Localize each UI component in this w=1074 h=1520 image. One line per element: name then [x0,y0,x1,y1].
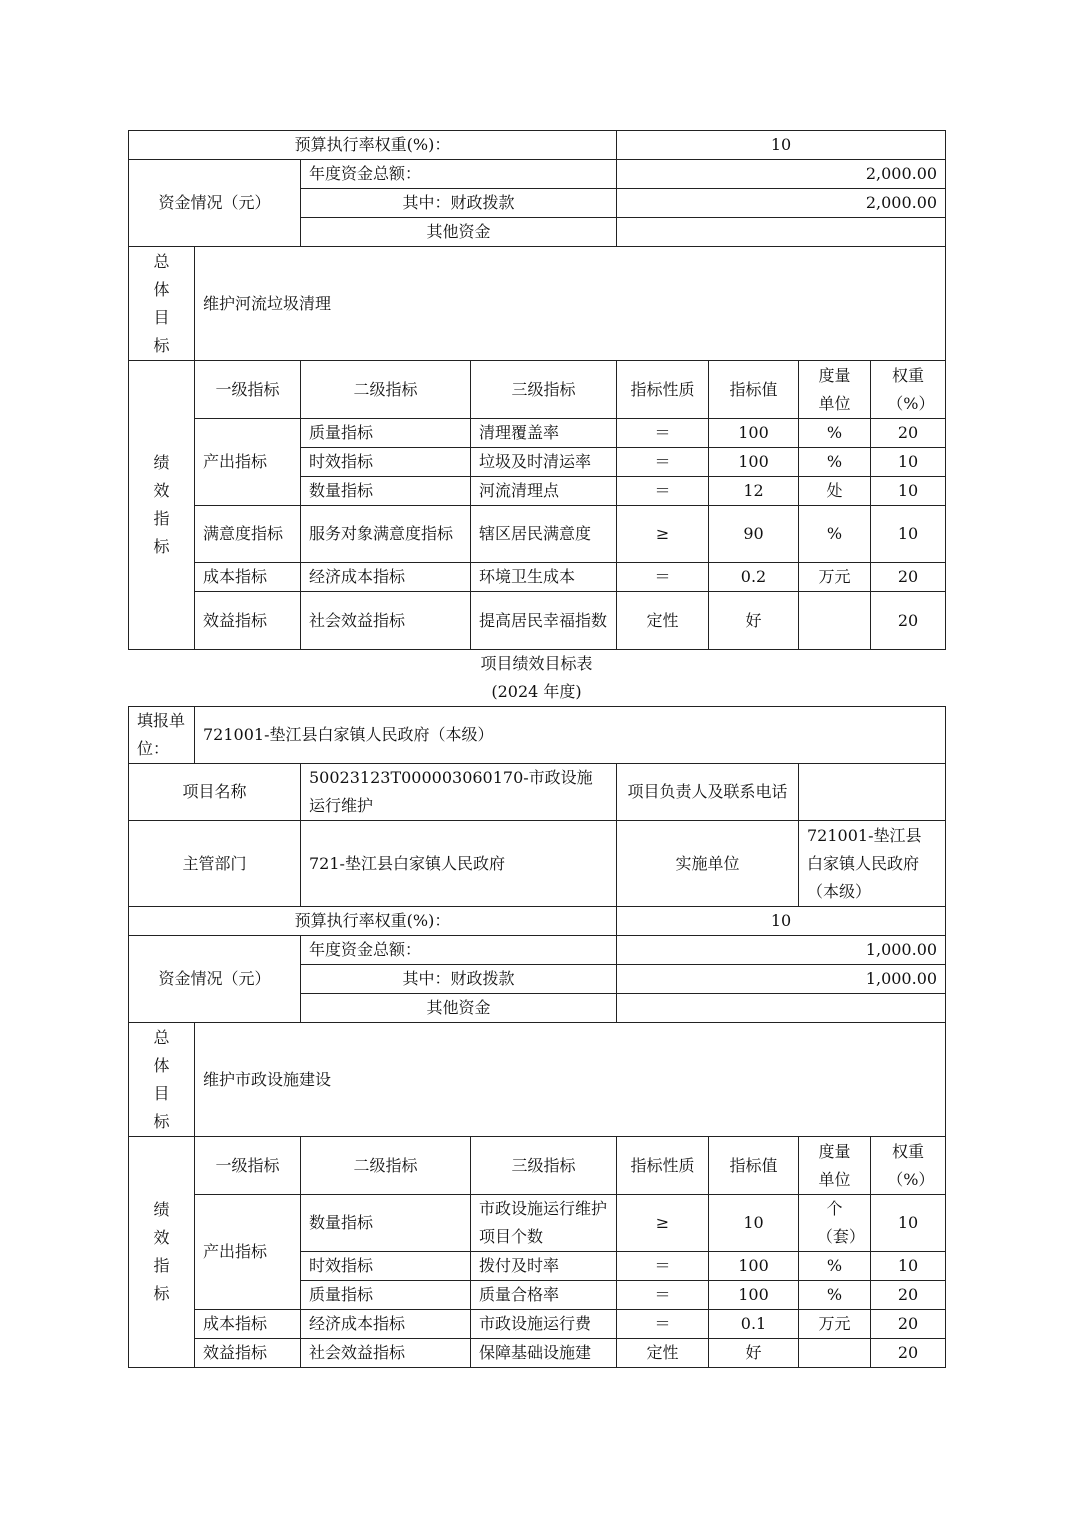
fund-label-text: 资金情况（元） [158,193,271,212]
header-unit-text: 度量单位 [818,365,851,413]
row-nature: ＝ [617,1252,709,1281]
row-l2: 服务对象满意度指标 [301,506,471,563]
row-unit: % [799,506,871,563]
row-nature: ＝ [617,563,709,592]
row-value: 好 [709,1339,799,1368]
perf-label [129,361,195,650]
project-name-value: 50023123T000003060170-市政设施运行维护 [301,764,617,821]
row-l3: 保障基础设施建 [471,1339,617,1368]
row-unit: % [799,419,871,448]
budget-rate-value: 10 [617,131,946,160]
row-l3: 质量合格率 [471,1281,617,1310]
header-l1: 一级指标 [195,1137,301,1195]
row-l2: 社会效益指标 [301,1339,471,1368]
row-nature: ≥ [617,1195,709,1252]
budget-rate-label: 预算执行率权重(%)： [129,907,617,936]
row-nature: ＝ [617,477,709,506]
header-unit [799,361,871,419]
row-l2: 经济成本指标 [301,1310,471,1339]
row-unit: % [799,1252,871,1281]
goal-text: 维护河流垃圾清理 [195,247,946,361]
other-fund-value [617,218,946,247]
fiscal-fund-label: 其中：财政拨款 [301,189,617,218]
header-weight-text: 权重（%） [887,365,935,413]
row-l2: 数量指标 [301,477,471,506]
row-value: 10 [709,1195,799,1252]
row-weight: 20 [871,1310,946,1339]
row-unit [799,1339,871,1368]
row-unit-text: 个（套） [816,1199,865,1246]
row-l2: 时效指标 [301,1252,471,1281]
header-l1: 一级指标 [195,361,301,419]
row-value: 100 [709,1281,799,1310]
row-nature: ≥ [617,506,709,563]
row-weight: 20 [871,1281,946,1310]
row-l1: 效益指标 [195,592,301,650]
header-weight [871,1137,946,1195]
row-weight: 20 [871,419,946,448]
goal-label [129,1023,195,1137]
row-unit: % [799,1281,871,1310]
row-l1: 效益指标 [195,1339,301,1368]
fund-label [129,160,301,247]
row-value: 0.2 [709,563,799,592]
row-l2: 质量指标 [301,1281,471,1310]
fiscal-fund-label: 其中：财政拨款 [301,965,617,994]
row-l1: 满意度指标 [195,506,301,563]
dept-label: 主管部门 [129,821,301,907]
row-unit [799,1195,871,1252]
row-unit: 处 [799,477,871,506]
goal-label-text: 总体目标 [153,251,170,355]
row-l3: 河流清理点 [471,477,617,506]
header-value: 指标值 [709,1137,799,1195]
contact-value [799,764,946,821]
row-weight: 10 [871,506,946,563]
header-unit [799,1137,871,1195]
perf-label [129,1137,195,1368]
other-fund-label: 其他资金 [301,994,617,1023]
row-unit [799,592,871,650]
header-nature: 指标性质 [617,361,709,419]
row-nature: 定性 [617,1339,709,1368]
annual-fund-label: 年度资金总额： [301,936,617,965]
annual-fund-value: 2,000.00 [617,160,946,189]
row-nature: ＝ [617,448,709,477]
header-l3: 三级指标 [471,361,617,419]
row-weight: 10 [871,1252,946,1281]
row-value: 12 [709,477,799,506]
table-row [129,1195,946,1252]
row-l1: 产出指标 [195,1195,301,1310]
performance-table-1 [128,130,946,650]
row-l3: 市政设施运行费 [471,1310,617,1339]
table-row [129,563,946,592]
project-name-label: 项目名称 [129,764,301,821]
table-row [129,1339,946,1368]
row-nature: ＝ [617,1281,709,1310]
row-value: 100 [709,448,799,477]
row-l2: 经济成本指标 [301,563,471,592]
goal-label [129,247,195,361]
row-weight: 20 [871,1339,946,1368]
perf-label-text: 绩效指标 [153,453,170,556]
table-title: 项目绩效目标表 [480,654,593,673]
row-l3: 市政设施运行维护项目个数 [471,1195,617,1252]
contact-label: 项目负责人及联系电话 [617,764,799,821]
row-l2: 时效指标 [301,448,471,477]
row-value: 0.1 [709,1310,799,1339]
row-nature: 定性 [617,592,709,650]
table-row [129,1310,946,1339]
row-weight: 20 [871,592,946,650]
row-weight: 10 [871,477,946,506]
row-unit: % [799,448,871,477]
header-l2: 二级指标 [301,361,471,419]
row-unit: 万元 [799,563,871,592]
budget-rate-value: 10 [617,907,946,936]
unit-label-text: 填报单位： [137,711,186,758]
unit-label [129,707,195,764]
header-unit-text: 度量单位 [818,1141,851,1189]
table-year: (2024 年度) [491,682,582,701]
header-nature: 指标性质 [617,1137,709,1195]
annual-fund-label: 年度资金总额： [301,160,617,189]
fund-label-text: 资金情况（元） [158,969,271,988]
row-weight: 10 [871,448,946,477]
fund-label [129,936,301,1023]
dept-value: 721-垫江县白家镇人民政府 [301,821,617,907]
header-value: 指标值 [709,361,799,419]
annual-fund-value: 1,000.00 [617,936,946,965]
performance-table-2 [128,706,946,1368]
row-unit: 万元 [799,1310,871,1339]
perf-label-text: 绩效指标 [153,1200,170,1303]
budget-rate-label: 预算执行率权重(%)： [129,131,617,160]
row-l2: 数量指标 [301,1195,471,1252]
row-l2: 社会效益指标 [301,592,471,650]
row-l3: 辖区居民满意度 [471,506,617,563]
header-weight-text: 权重（%） [887,1141,935,1189]
header-weight [871,361,946,419]
row-nature: ＝ [617,1310,709,1339]
row-l2: 质量指标 [301,419,471,448]
row-l3: 垃圾及时清运率 [471,448,617,477]
impl-unit-label: 实施单位 [617,821,799,907]
fiscal-fund-value: 1,000.00 [617,965,946,994]
row-l3: 拨付及时率 [471,1252,617,1281]
goal-text: 维护市政设施建设 [195,1023,946,1137]
row-l3: 环境卫生成本 [471,563,617,592]
fiscal-fund-value: 2,000.00 [617,189,946,218]
table-row [129,506,946,563]
unit-value: 721001-垫江县白家镇人民政府（本级） [195,707,946,764]
other-fund-label: 其他资金 [301,218,617,247]
row-value: 90 [709,506,799,563]
header-l2: 二级指标 [301,1137,471,1195]
row-l1: 成本指标 [195,563,301,592]
row-weight: 20 [871,563,946,592]
table-row [129,419,946,448]
row-l3: 提高居民幸福指数 [471,592,617,650]
goal-label-text: 总体目标 [153,1027,170,1131]
row-l1: 产出指标 [195,419,301,506]
row-value: 好 [709,592,799,650]
row-l3: 清理覆盖率 [471,419,617,448]
row-value: 100 [709,419,799,448]
table-row [129,592,946,650]
impl-unit-value: 721001-垫江县白家镇人民政府（本级） [799,821,946,907]
row-weight: 10 [871,1195,946,1252]
other-fund-value [617,994,946,1023]
row-nature: ＝ [617,419,709,448]
header-l3: 三级指标 [471,1137,617,1195]
row-l1: 成本指标 [195,1310,301,1339]
row-value: 100 [709,1252,799,1281]
